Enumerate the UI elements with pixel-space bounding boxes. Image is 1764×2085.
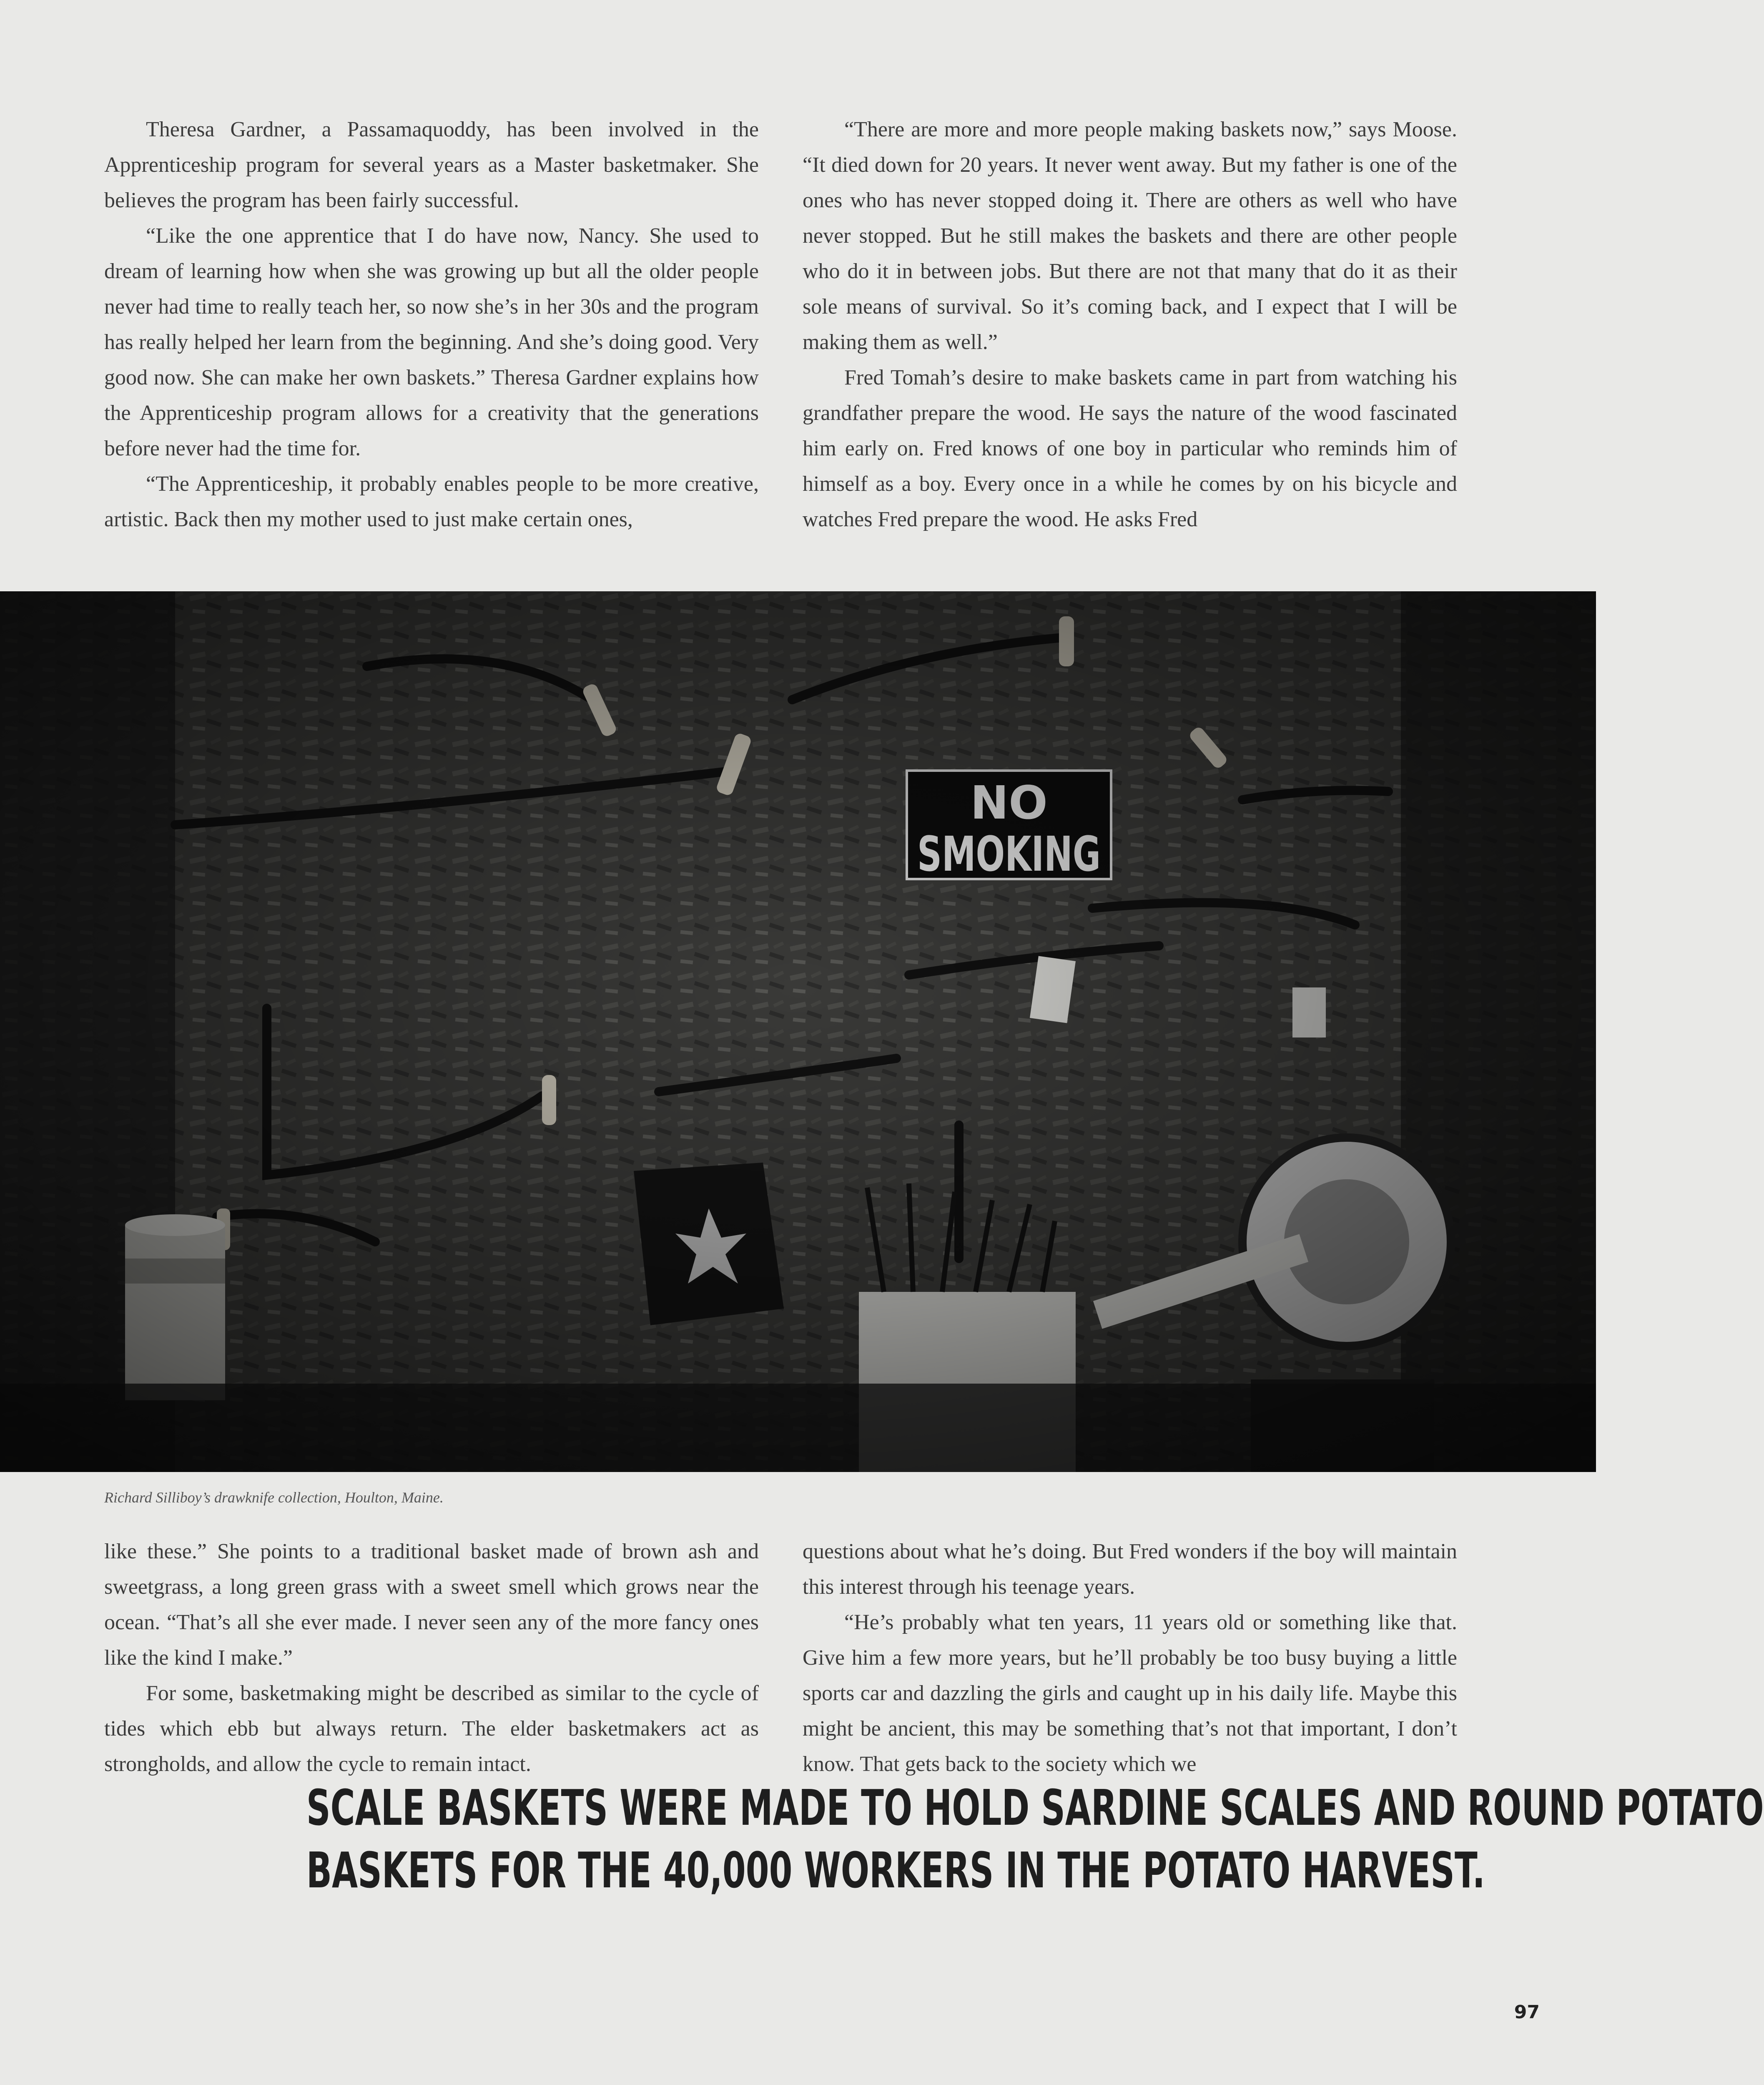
page-number: 97	[1514, 2002, 1540, 2023]
drawknife-wall-image	[0, 591, 1596, 1472]
workshop-photo	[0, 591, 1596, 1472]
paragraph: “Like the one apprentice that I do have now, Nancy. She used to dream of learning how when she was growing up but all the older people never had time to really teach her, so now she’s in her 30s and the program has really helped her learn from the beginning. And she’s doing good. Very good now. She can make her own baskets.” Theresa Gardner explains how the Apprenticeship program allows for a creativity that the generations before never had the time for.	[104, 224, 759, 460]
paragraph: “The Apprenticeship, it probably enables people to be more creative, artistic. Back then my mother used to just make certain ones,	[104, 472, 759, 531]
paragraph: “He’s probably what ten years, 11 years old or something like that. Give him a few more years, but he’ll probably be too busy buying a little sports car and dazzling the girls and caught up in his daily life. Maybe this might be ancient, this may be something that’s not that important, I don’t know. That gets back to the society which we	[803, 1610, 1457, 1776]
article-column-top-left	[104, 112, 759, 537]
paragraph: “There are more and more people making baskets now,” says Moose. “It died down for 20 years. It never went away. But my father is one of the ones who has never stopped doing it. There are others as well who have never stopped. But he still makes the baskets and there are other people who do it in between jobs. But there are not that many that do it as their sole means of survival. So it’s coming back, and I expect that I will be making them as well.”	[803, 118, 1457, 354]
paragraph: like these.” She points to a traditional basket made of brown ash and sweetgrass, a long green grass with a sweet smell which grows near the ocean. “That’s all she ever made. I never seen any of the more fancy ones like the kind I make.”	[104, 1540, 759, 1670]
paragraph: Fred Tomah’s desire to make baskets came in part from watching his grandfather prepare the wood. He says the nature of the wood fascinated him early on. Fred knows of one boy in particular who reminds him of himself as a boy. Every once in a while he comes by on his bicycle and watches Fred prepare the wood. He asks Fred	[803, 366, 1457, 531]
article-column-top-right	[803, 112, 1457, 537]
article-column-bottom-left	[104, 1534, 759, 1782]
pull-quote-line: BASKETS FOR THE 40,000 WORKERS IN THE POTATO HARVEST.	[306, 1841, 1485, 1899]
pull-quote	[306, 1776, 1764, 1902]
paragraph: Theresa Gardner, a Passamaquoddy, has been involved in the Apprenticeship program for several years as a Master basketmaker. She believes the program has been fairly successful.	[104, 118, 759, 212]
paragraph: questions about what he’s doing. But Fred wonders if the boy will maintain this interest through his teenage years.	[803, 1540, 1457, 1599]
pull-quote-line: SCALE BASKETS WERE MADE TO HOLD SARDINE SCALES AND ROUND POTATO	[306, 1779, 1764, 1836]
paragraph: For some, basketmaking might be described as similar to the cycle of tides which ebb but always return. The elder basketmakers act as strongholds, and allow the cycle to remain intact.	[104, 1681, 759, 1776]
photo-caption: Richard Silliboy’s drawknife collection, Houlton, Maine.	[104, 1489, 444, 1506]
article-column-bottom-right	[803, 1534, 1457, 1782]
